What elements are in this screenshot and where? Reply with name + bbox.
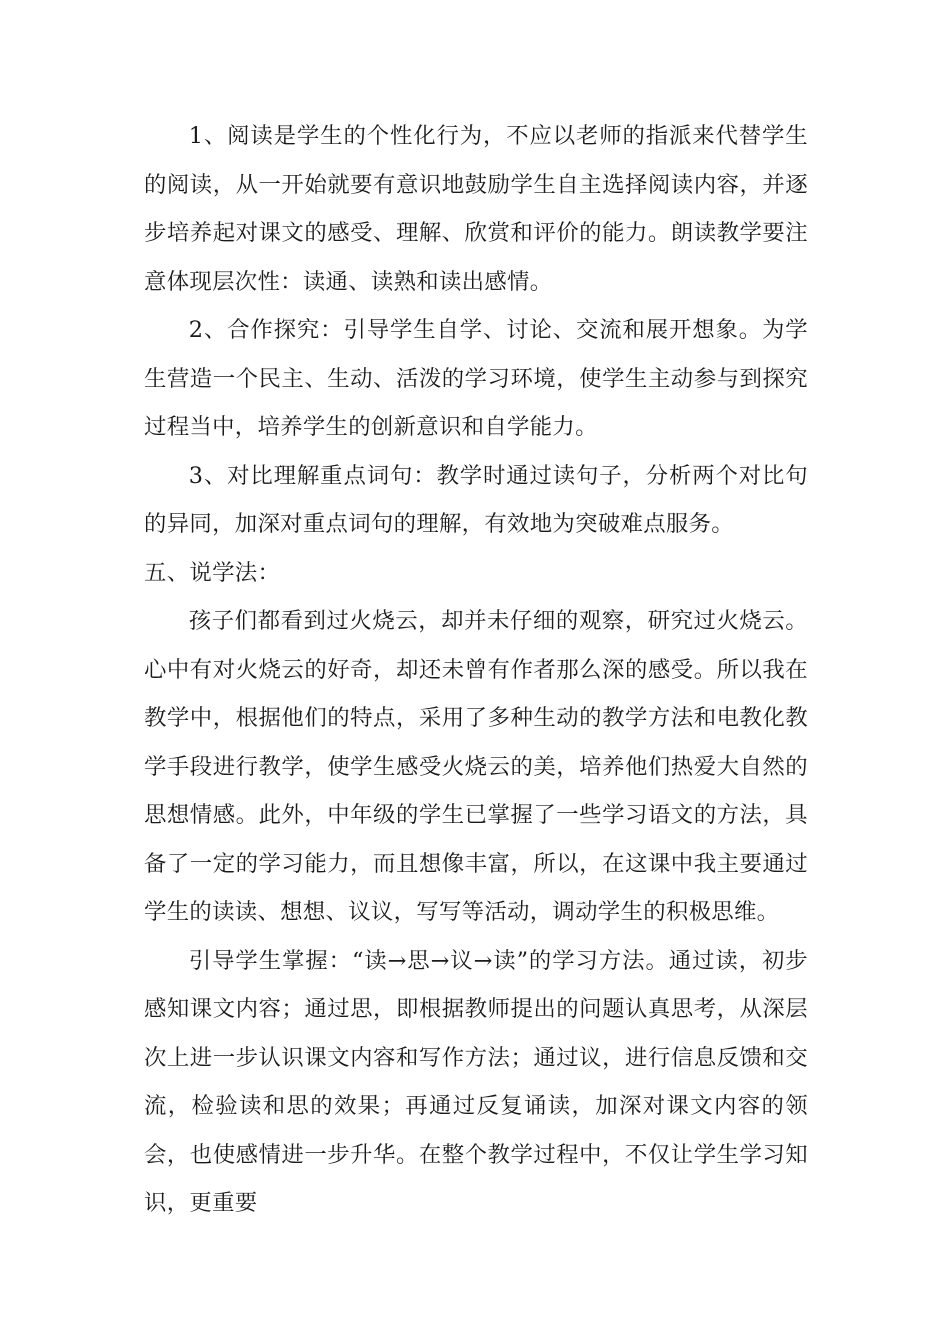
paragraph-learning-guidance: 引导学生掌握：“读→思→议→读”的学习方法。通过读，初步感知课文内容；通过思，即根据教师提出的问题认真思考，从深层次上进一步认识课文内容和写作方法；通过议，进行信息反馈和交流，检验读和思的效果；再通过反复诵读，加深对课文内容的领会，也使感情进一步升华。在整个教学过程中，不仅让学生学习知识，更重要 <box>144 947 808 1216</box>
section-heading-learning-method: 五、说学法： <box>144 559 281 586</box>
paragraph-contrast-understanding: 3、对比理解重点词句：教学时通过读句子，分析两个对比句的异同，加深对重点词句的理解，有效地为突破难点服务。 <box>144 462 808 537</box>
document-page <box>144 112 808 1228</box>
paragraph-student-analysis: 孩子们都看到过火烧云，却并未仔细的观察，研究过火烧云。心中有对火烧云的好奇，却还未曾有作者那么深的感受。所以我在教学中，根据他们的特点，采用了多种生动的教学方法和电教化教学手段进行教学，使学生感受火烧云的美，培养他们热爱大自然的思想情感。此外，中年级的学生已掌握了一些学习语文的方法，具备了一定的学习能力，而且想像丰富，所以，在这课中我主要通过学生的读读、想想、议议，写写等活动，调动学生的积极思维。 <box>144 608 808 925</box>
paragraph-cooperative-inquiry: 2、合作探究：引导学生自学、讨论、交流和展开想象。为学生营造一个民主、生动、活泼的学习环境，使学生主动参与到探究过程当中，培养学生的创新意识和自学能力。 <box>144 317 808 440</box>
paragraph-reading-method: 1、阅读是学生的个性化行为，不应以老师的指派来代替学生的阅读，从一开始就要有意识地鼓励学生自主选择阅读内容，并逐步培养起对课文的感受、理解、欣赏和评价的能力。朗读教学要注意体现层次性：读通、读熟和读出感情。 <box>144 123 808 295</box>
